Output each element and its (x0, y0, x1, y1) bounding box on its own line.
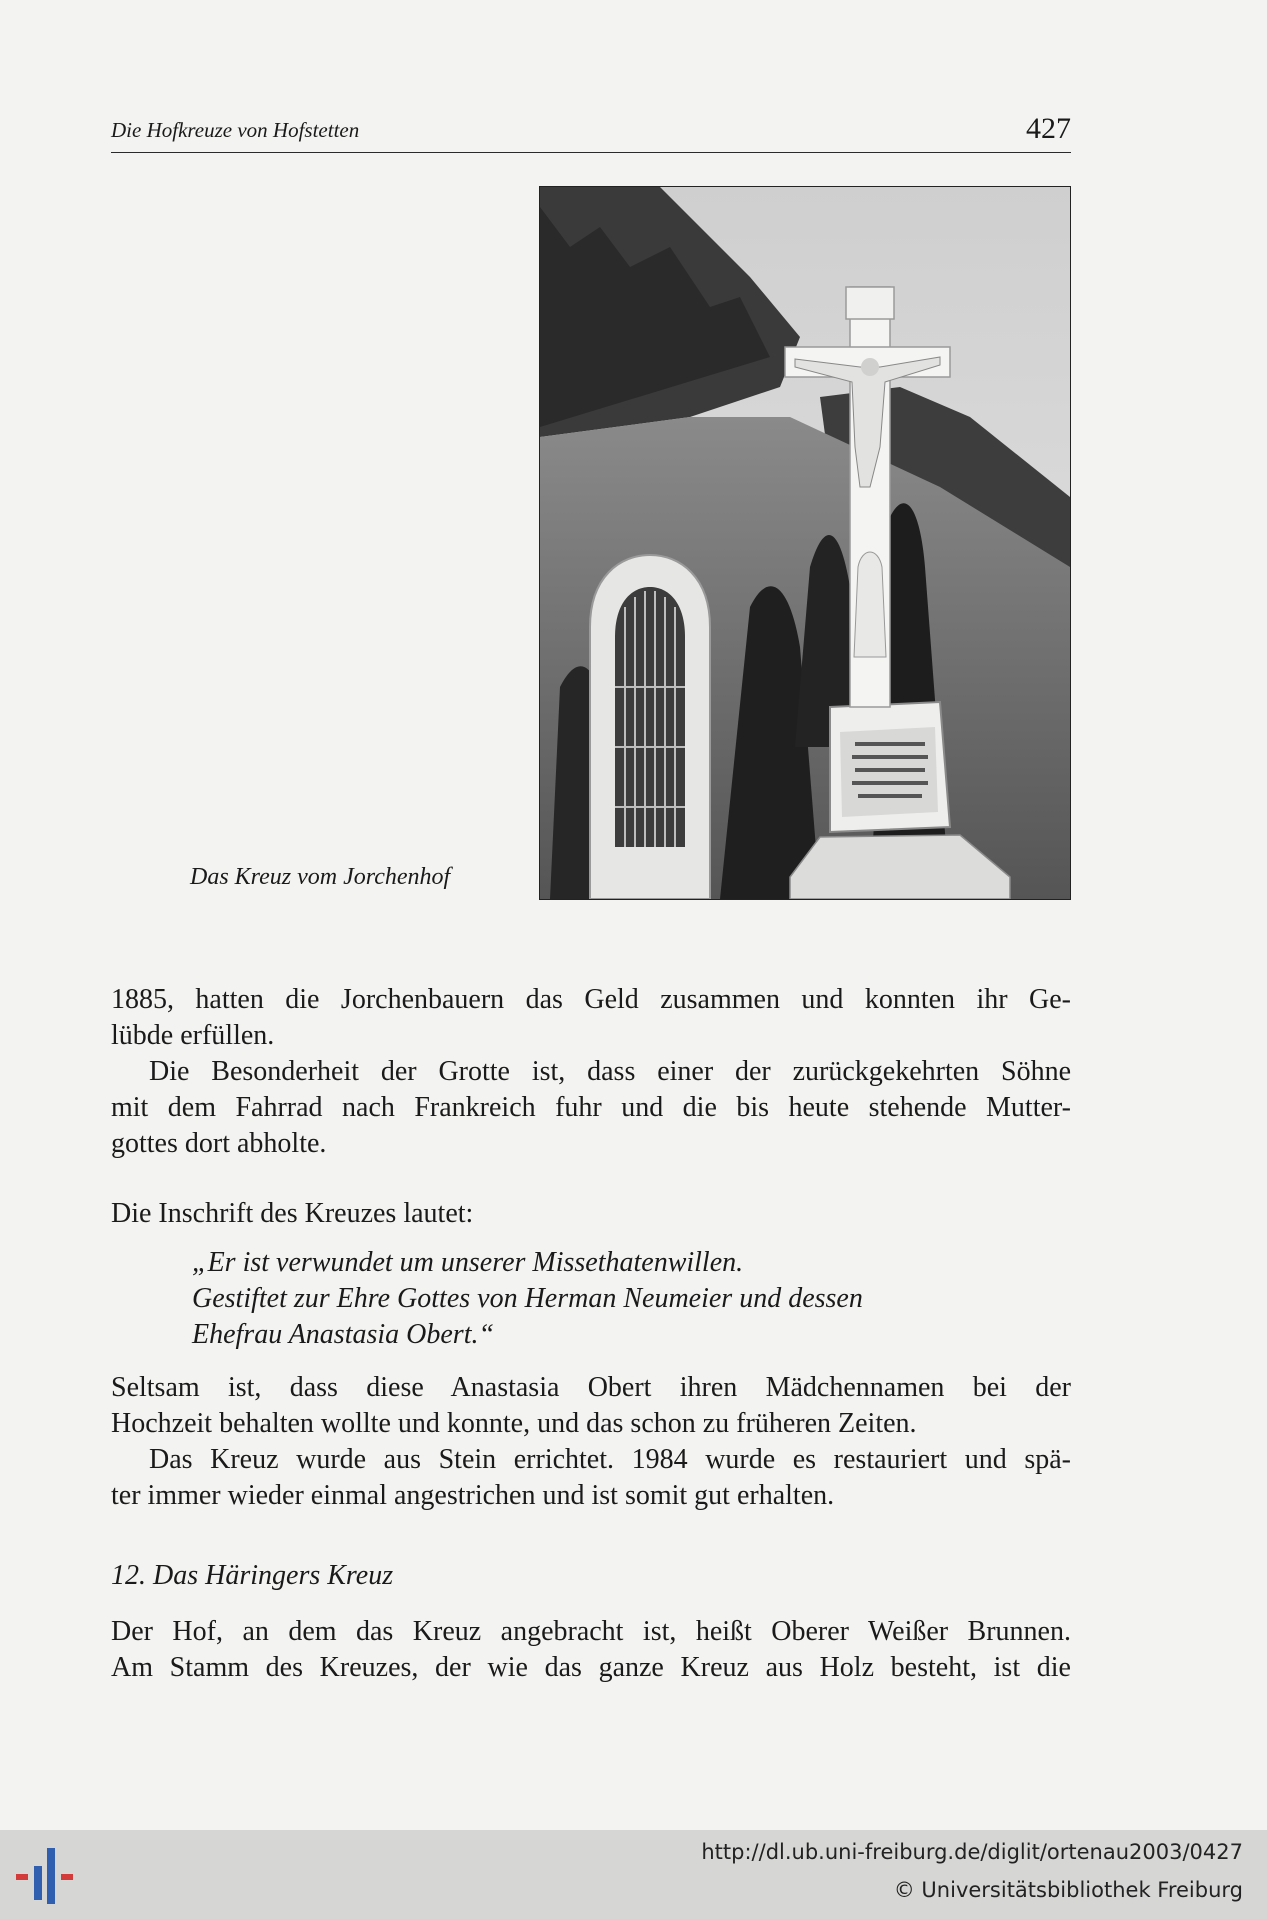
text-line: 1885, hatten die Jorchenbauern das Geld zusammen und konnten ihr Ge- (111, 984, 1071, 1015)
library-logo-icon (14, 1844, 84, 1906)
page-number: 427 (1026, 112, 1071, 145)
text-line: mit dem Fahrrad nach Frankreich fuhr und die bis heute stehende Mutter- (111, 1092, 1071, 1123)
text-line: gottes dort abholte. (111, 1128, 327, 1159)
text-line: ter immer wieder einmal angestrichen und ist somit gut erhalten. (111, 1480, 835, 1511)
section-heading: 12. Das Häringers Kreuz (111, 1560, 394, 1591)
inscription-intro (111, 1196, 1071, 1232)
body-paragraph-3 (111, 1370, 1071, 1514)
text-line: Am Stamm des Kreuzes, der wie das ganze Kreuz aus Holz besteht, ist die (111, 1652, 1071, 1683)
cross-photo (539, 186, 1071, 900)
text-line: Seltsam ist, dass diese Anastasia Obert ihren Mädchennamen bei der (111, 1372, 1071, 1403)
text-line: Das Kreuz wurde aus Stein errichtet. 1984 wurde es restauriert und spä- (149, 1444, 1071, 1475)
body-paragraph-5 (111, 1614, 1071, 1686)
quote-line: „Er ist verwundet um unserer Missethatenwillen. (192, 1247, 744, 1278)
text-line: Hochzeit behalten wollte und konnte, und das schon zu früheren Zeiten. (111, 1408, 917, 1439)
running-head (111, 112, 1071, 153)
figure-caption: Das Kreuz vom Jorchenhof (190, 864, 451, 890)
quote-line: Ehefrau Anastasia Obert.“ (192, 1319, 495, 1350)
text-line: Der Hof, an dem das Kreuz angebracht ist, heißt Oberer Weißer Brunnen. (111, 1616, 1071, 1647)
permalink-url[interactable]: http://dl.ub.uni-freiburg.de/diglit/ortenau2003/0427 (701, 1840, 1243, 1864)
library-footer (0, 1830, 1267, 1919)
copyright-notice: © Universitätsbibliothek Freiburg (893, 1878, 1243, 1902)
body-paragraph-1 (111, 982, 1071, 1162)
text-line: Die Inschrift des Kreuzes lautet: (111, 1198, 474, 1229)
quote-line: Gestiftet zur Ehre Gottes von Herman Neumeier und dessen (192, 1283, 863, 1314)
running-head-title: Die Hofkreuze von Hofstetten (111, 118, 360, 142)
inscription-quote (192, 1245, 1052, 1353)
text-line: Die Besonderheit der Grotte ist, dass einer der zurückgekehrten Söhne (149, 1056, 1071, 1087)
text-line: lübde erfüllen. (111, 1020, 275, 1051)
